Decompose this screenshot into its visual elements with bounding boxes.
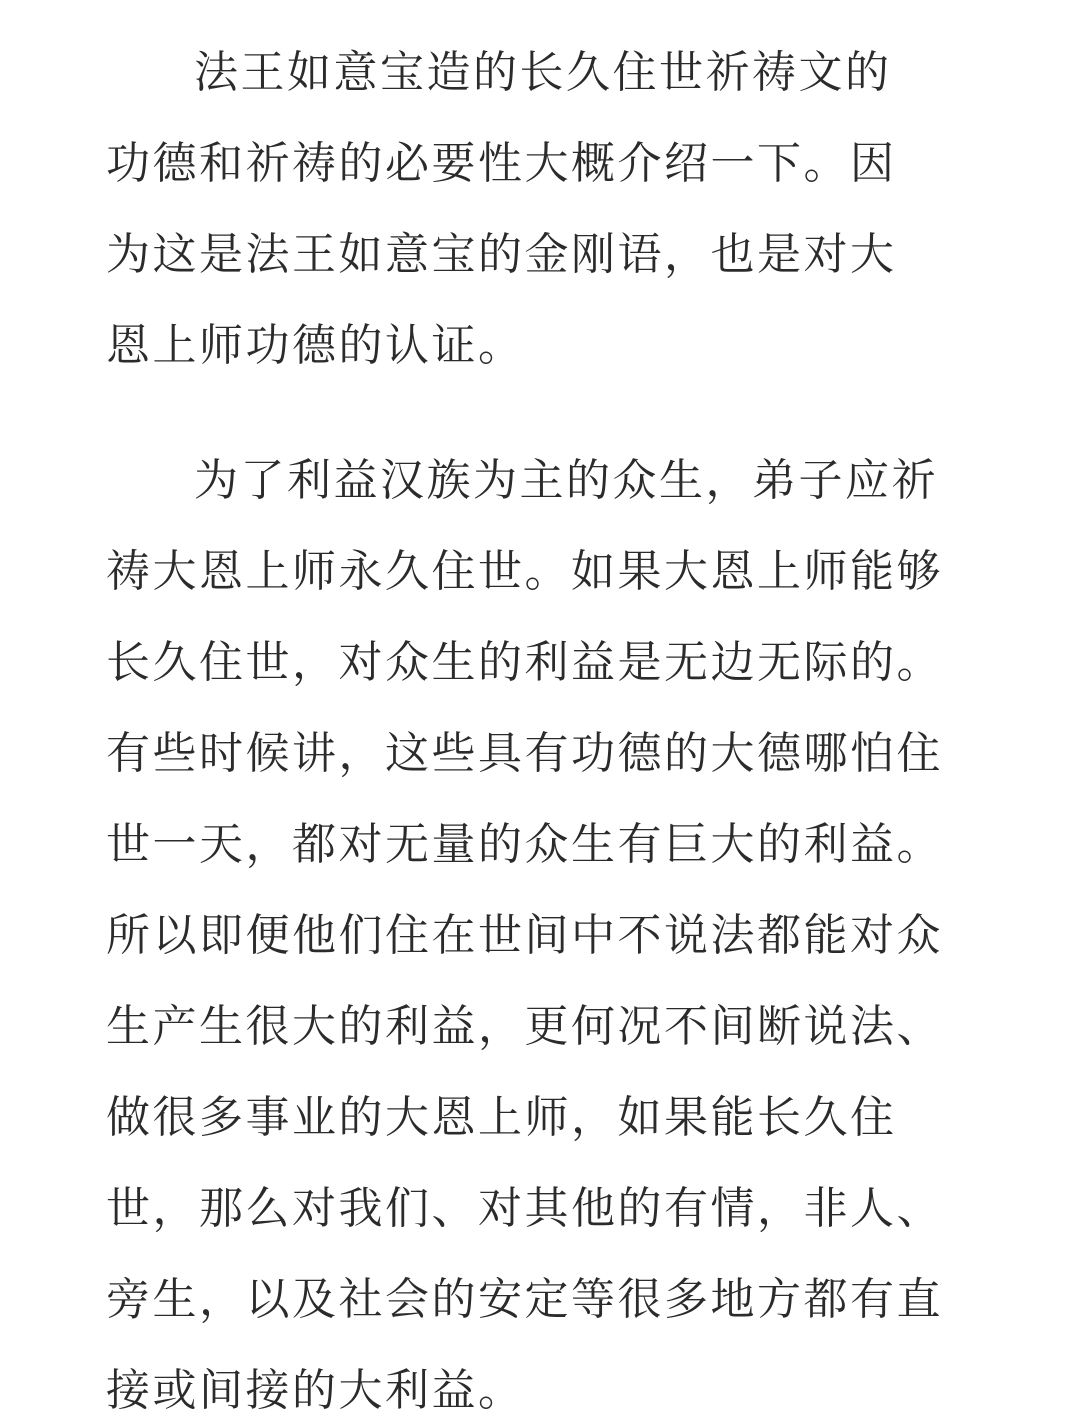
text-line: 世，那么对我们、对其他的有情，非人、 bbox=[106, 1183, 943, 1234]
text-line: 有些时候讲，这些具有功德的大德哪怕住 bbox=[106, 728, 943, 779]
text-line: 恩上师功德的认证。 bbox=[106, 320, 525, 371]
text-line: 做很多事业的大恩上师，如果能长久住 bbox=[106, 1092, 897, 1143]
text-line: 为了利益汉族为主的众生，弟子应祈 bbox=[194, 455, 938, 506]
text-line: 为这是法王如意宝的金刚语，也是对大 bbox=[106, 229, 897, 280]
paragraph-2 bbox=[106, 435, 986, 1416]
text-line: 所以即便他们住在世间中不说法都能对众 bbox=[106, 910, 943, 961]
paragraph-1 bbox=[106, 27, 986, 391]
text-line: 世一天，都对无量的众生有巨大的利益。 bbox=[106, 819, 943, 870]
text-line: 法王如意宝造的长久住世祈祷文的 bbox=[194, 47, 892, 98]
text-line: 长久住世，对众生的利益是无边无际的。 bbox=[106, 637, 943, 688]
text-line: 生产生很大的利益，更何况不间断说法、 bbox=[106, 1001, 943, 1052]
text-line: 旁生，以及社会的安定等很多地方都有直 bbox=[106, 1274, 943, 1325]
text-line: 祷大恩上师永久住世。如果大恩上师能够 bbox=[106, 546, 943, 597]
text-line: 功德和祈祷的必要性大概介绍一下。因 bbox=[106, 138, 897, 189]
text-line: 接或间接的大利益。 bbox=[106, 1365, 525, 1416]
